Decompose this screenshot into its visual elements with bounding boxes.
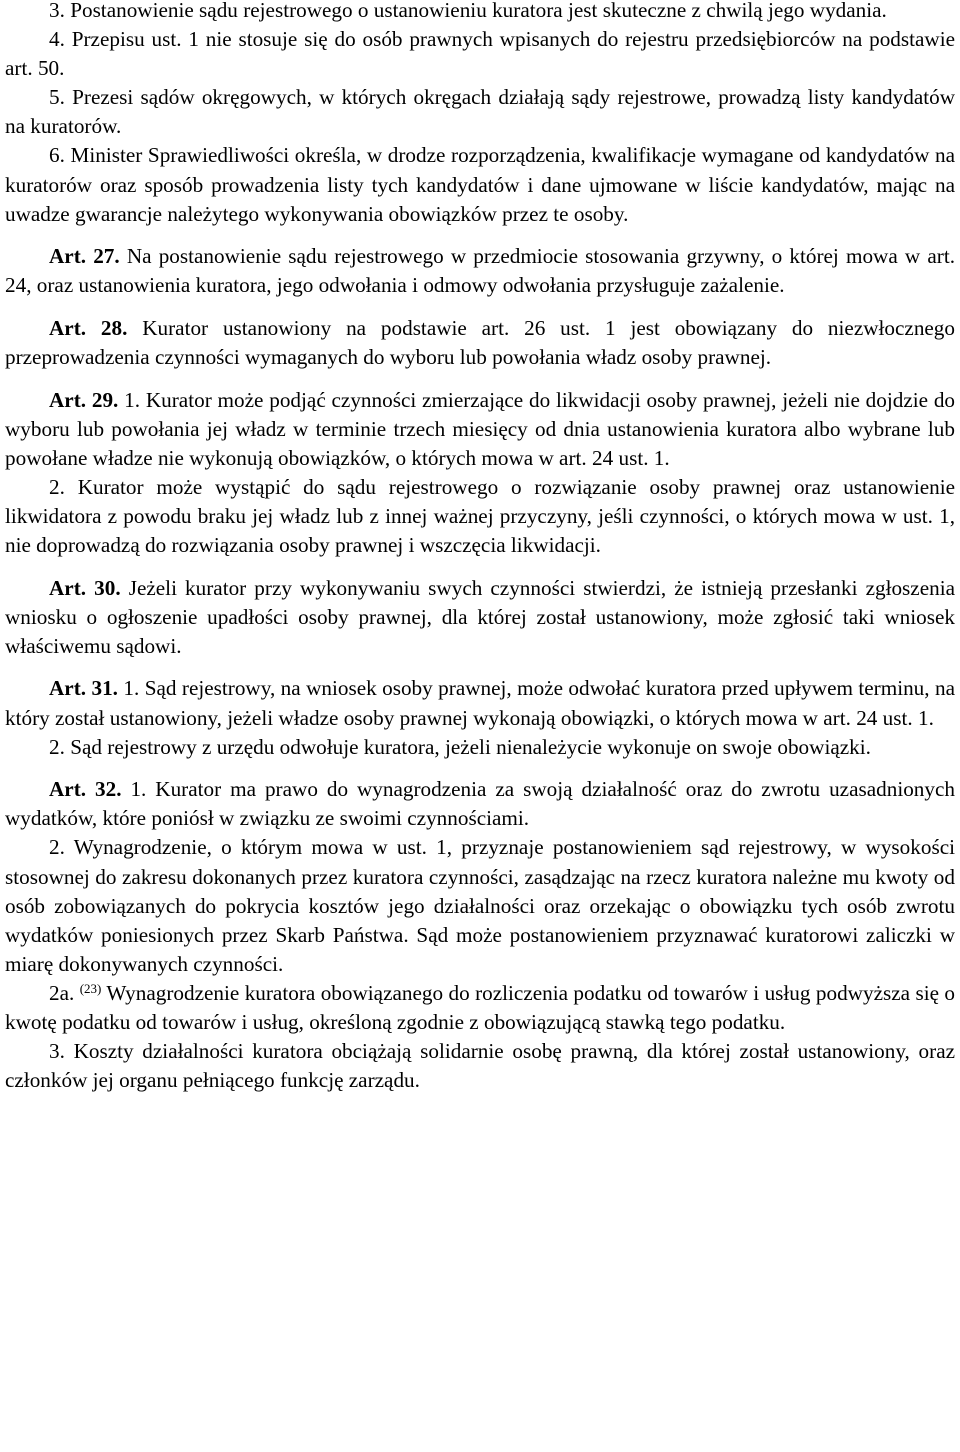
article-text: Na postanowienie sądu rejestrowego w przedmiocie stosowania grzywny, o której mowa w art. 24, oraz ustanowienia kuratora, jego odwołania i odmowy odwołania przysługuje zażalenie. (5, 244, 955, 298)
article-31-paragraph-1 (5, 674, 955, 732)
article-text: Jeżeli kurator przy wykonywaniu swych czynności stwierdzi, że istnieją przesłanki zgłoszenia wniosku o ogłoszenie upadłości osoby prawnej, dla której został ustanowiony, może zgłosić taki wniosek właściwemu sądowi. (5, 575, 955, 658)
paragraph-number: 3. (49, 1039, 74, 1064)
paragraph-5 (5, 83, 955, 141)
paragraph-number: 4. (49, 27, 72, 52)
article-32-paragraph-2a (5, 979, 955, 1037)
article-29-paragraph-2 (5, 473, 955, 560)
paragraph-text: Sąd rejestrowy z urzędu odwołuje kuratora, jeżeli nienależycie wykonuje on swoje obowiązki. (70, 734, 871, 759)
paragraph-text: Koszty działalności kuratora obciążają solidarnie osobę prawną, dla której został ustanowiony, oraz członków jej organu pełniącego funkcję zarządu. (5, 1039, 955, 1093)
article-heading: Art. 29. (49, 387, 119, 412)
paragraph-text: Wynagrodzenie, o którym mowa w ust. 1, przyznaje postanowieniem sąd rejestrowy, w wysokości stosownej do zakresu dokonanych przez kuratora czynności, zasądzając na rzecz kuratora należne mu kwoty od osób zobowiązanych do pokrycia kosztów jego działalności oraz orzekając o obowiązku tych osób zwrotu wydatków poniesionych przez Skarb Państwa. Sąd może postanowieniem przyznawać kuratorowi zaliczki w miarę dokonywanych czynności. (5, 835, 955, 976)
paragraph-number: 5. (49, 85, 73, 110)
article-32-paragraph-1 (5, 775, 955, 833)
article-text: 1. Kurator może podjąć czynności zmierzające do likwidacji osoby prawnej, jeżeli nie dojdzie do wyboru lub powołania jej władz w terminie trzech miesięcy od dnia ustanowienia kuratora albo wybrane lub powołane władze nie wykonują obowiązków, o których mowa w art. 24 ust. 1. (5, 387, 956, 470)
article-heading: Art. 28. (49, 315, 128, 340)
paragraph-6 (5, 141, 955, 228)
paragraph-4 (5, 25, 955, 83)
paragraph-text: Wynagrodzenie kuratora obowiązanego do rozliczenia podatku od towarów i usług podwyższa się o kwotę podatku od towarów i usług, określoną zgodnie z obowiązującą stawką tego podatku. (5, 980, 956, 1034)
paragraph-3 (5, 0, 955, 25)
document-page (5, 0, 955, 1095)
paragraph-number: 2. (49, 835, 74, 860)
article-30 (5, 574, 955, 661)
article-text: 1. Kurator ma prawo do wynagrodzenia za swoją działalność oraz do zwrotu uzasadnionych wydatków, które poniósł w związku ze swoimi czynnościami. (5, 777, 955, 831)
paragraph-number: 2a. (49, 980, 80, 1005)
paragraph-text: Prezesi sądów okręgowych, w których okręgach działają sądy rejestrowe, prowadzą listy kandydatów na kuratorów. (5, 85, 956, 139)
article-28 (5, 314, 955, 372)
article-31-paragraph-2 (5, 733, 955, 762)
article-text: 1. Sąd rejestrowy, na wniosek osoby prawnej, może odwołać kuratora przed upływem terminu, na który został ustanowiony, jeżeli władze osoby prawnej wykonają obowiązki, o których mowa w art. 24 ust. 1. (5, 676, 955, 730)
article-32-paragraph-2 (5, 833, 955, 978)
article-29-paragraph-1 (5, 386, 955, 473)
article-heading: Art. 31. (49, 676, 118, 701)
paragraph-text: Kurator może wystąpić do sądu rejestrowego o rozwiązanie osoby prawnej oraz ustanowienie likwidatora z powodu braku jej władz lub z innej ważnej przyczyny, jeśli czynności, o których mowa w ust. 1, nie doprowadzą do rozwiązania osoby prawnej i wszczęcia likwidacji. (5, 474, 956, 558)
paragraph-number: 2. (49, 474, 78, 499)
paragraph-number: 2. (49, 734, 71, 759)
footnote-marker: (23) (79, 980, 102, 996)
article-27 (5, 242, 955, 300)
article-heading: Art. 32. (49, 777, 122, 802)
article-text: Kurator ustanowiony na podstawie art. 26 ust. 1 jest obowiązany do niezwłocznego przeprowadzenia czynności wymaganych do wyboru lub powołania władz osoby prawnej. (5, 315, 955, 370)
article-32-paragraph-3 (5, 1037, 955, 1095)
paragraph-text: Przepisu ust. 1 nie stosuje się do osób prawnych wpisanych do rejestru przedsiębiorców na podstawie art. 50. (5, 27, 956, 81)
paragraph-number: 6. (49, 143, 71, 168)
article-heading: Art. 30. (49, 575, 121, 600)
paragraph-text: Postanowienie sądu rejestrowego o ustanowieniu kuratora jest skuteczne z chwilą jego wydania. (70, 0, 887, 22)
paragraph-number: 3. (49, 0, 71, 22)
paragraph-text: Minister Sprawiedliwości określa, w drodze rozporządzenia, kwalifikacje wymagane od kandydatów na kuratorów oraz sposób prowadzenia listy tych kandydatów i dane ujmowane w liście kandydatów, mając na uwadze gwarancje należytego wykonywania obowiązków przez te osoby. (5, 143, 955, 226)
article-heading: Art. 27. (49, 244, 120, 269)
